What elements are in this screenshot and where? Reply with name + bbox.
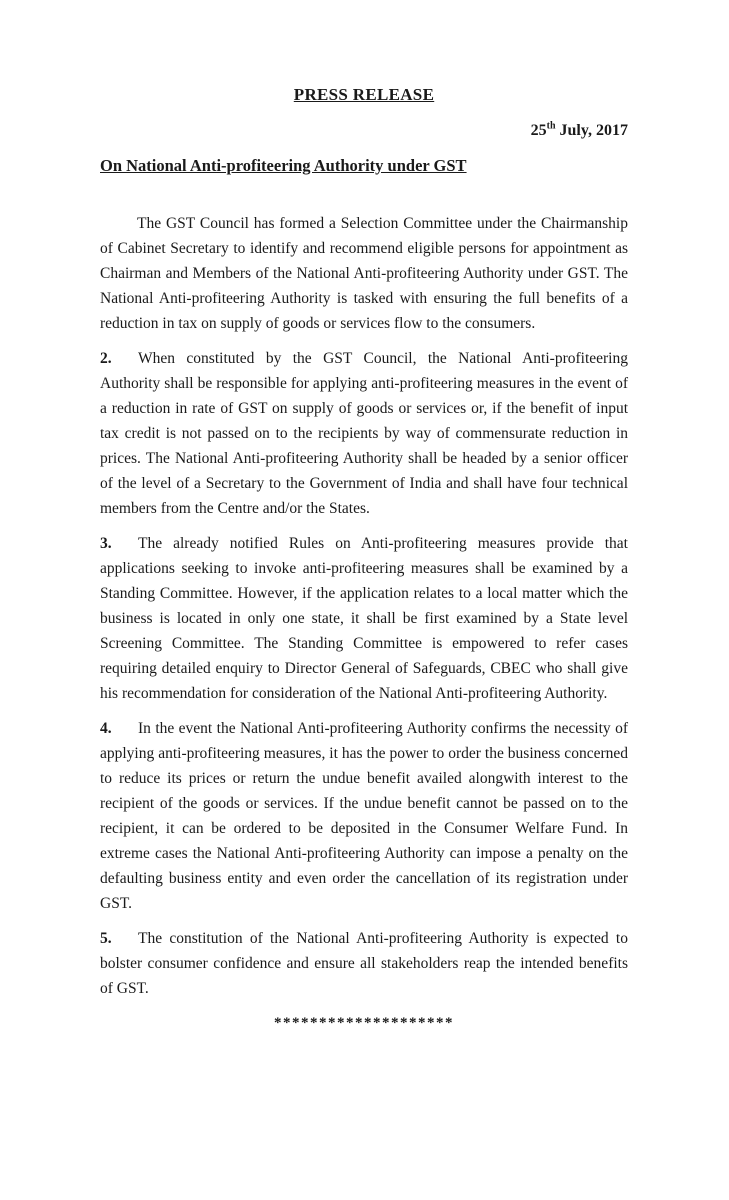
paragraph-3-text: The already notified Rules on Anti-profiteering measures provide that applications seeking to invoke anti-profiteering measures shall be examined by a Standing Committee. However, if the application relates to a local matter which the business is located in only one state, it shall be first examined by a State level Screening Committee. The Standing Committee is empowered to refer cases requiring detailed enquiry to Director General of Safeguards, CBEC who shall give his recommendation for consideration of the National Anti-profiteering Authority. xyxy=(100,535,628,702)
paragraph-3 xyxy=(100,531,628,706)
paragraph-5 xyxy=(100,926,628,1001)
paragraph-3-number: 3. xyxy=(100,535,112,552)
date-line xyxy=(100,120,628,141)
paragraph-2-number: 2. xyxy=(100,350,112,367)
paragraph-intro xyxy=(100,211,628,336)
paragraph-4-text: In the event the National Anti-profiteering Authority confirms the necessity of applying anti-profiteering measures, it has the power to order the business concerned to reduce its prices or return the undue benefit availed alongwith interest to the recipient of the goods or services. If the undue benefit cannot be passed on to the recipient, it can be ordered to be deposited in the Consumer Welfare Fund. In extreme cases the National Anti-profiteering Authority can impose a penalty on the defaulting business entity and even order the cancellation of its registration under GST. xyxy=(100,720,628,912)
paragraph-4-number: 4. xyxy=(100,720,112,737)
paragraph-2 xyxy=(100,346,628,521)
date-day: 25 xyxy=(530,122,547,139)
paragraph-5-text: The constitution of the National Anti-profiteering Authority is expected to bolster consumer confidence and ensure all stakeholders reap the intended benefits of GST. xyxy=(100,930,628,997)
paragraph-intro-text: The GST Council has formed a Selection Committee under the Chairmanship of Cabinet Secretary to identify and recommend eligible persons for appointment as Chairman and Members of the National Anti-profiteering Authority under GST. The National Anti-profiteering Authority is tasked with ensuring the full benefits of a reduction in tax on supply of goods or services flow to the consumers. xyxy=(100,215,628,332)
end-of-document-marker: ******************** xyxy=(274,1015,454,1031)
paragraph-5-number: 5. xyxy=(100,930,112,947)
date-rest: July, 2017 xyxy=(555,122,628,139)
date-ordinal-superscript: th xyxy=(546,120,556,132)
subject-heading: On National Anti-profiteering Authority under GST xyxy=(100,156,467,175)
paragraph-4 xyxy=(100,716,628,916)
document-title: PRESS RELEASE xyxy=(293,85,435,104)
paragraph-2-text: When constituted by the GST Council, the National Anti-profiteering Authority shall be responsible for applying anti-profiteering measures in the event of a reduction in rate of GST on supply of goods or services or, if the benefit of input tax credit is not passed on to the recipients by way of commensurate reduction in prices. The National Anti-profiteering Authority shall be headed by a senior officer of the level of a Secretary to the Government of India and shall have four technical members from the Centre and/or the States. xyxy=(100,350,628,517)
